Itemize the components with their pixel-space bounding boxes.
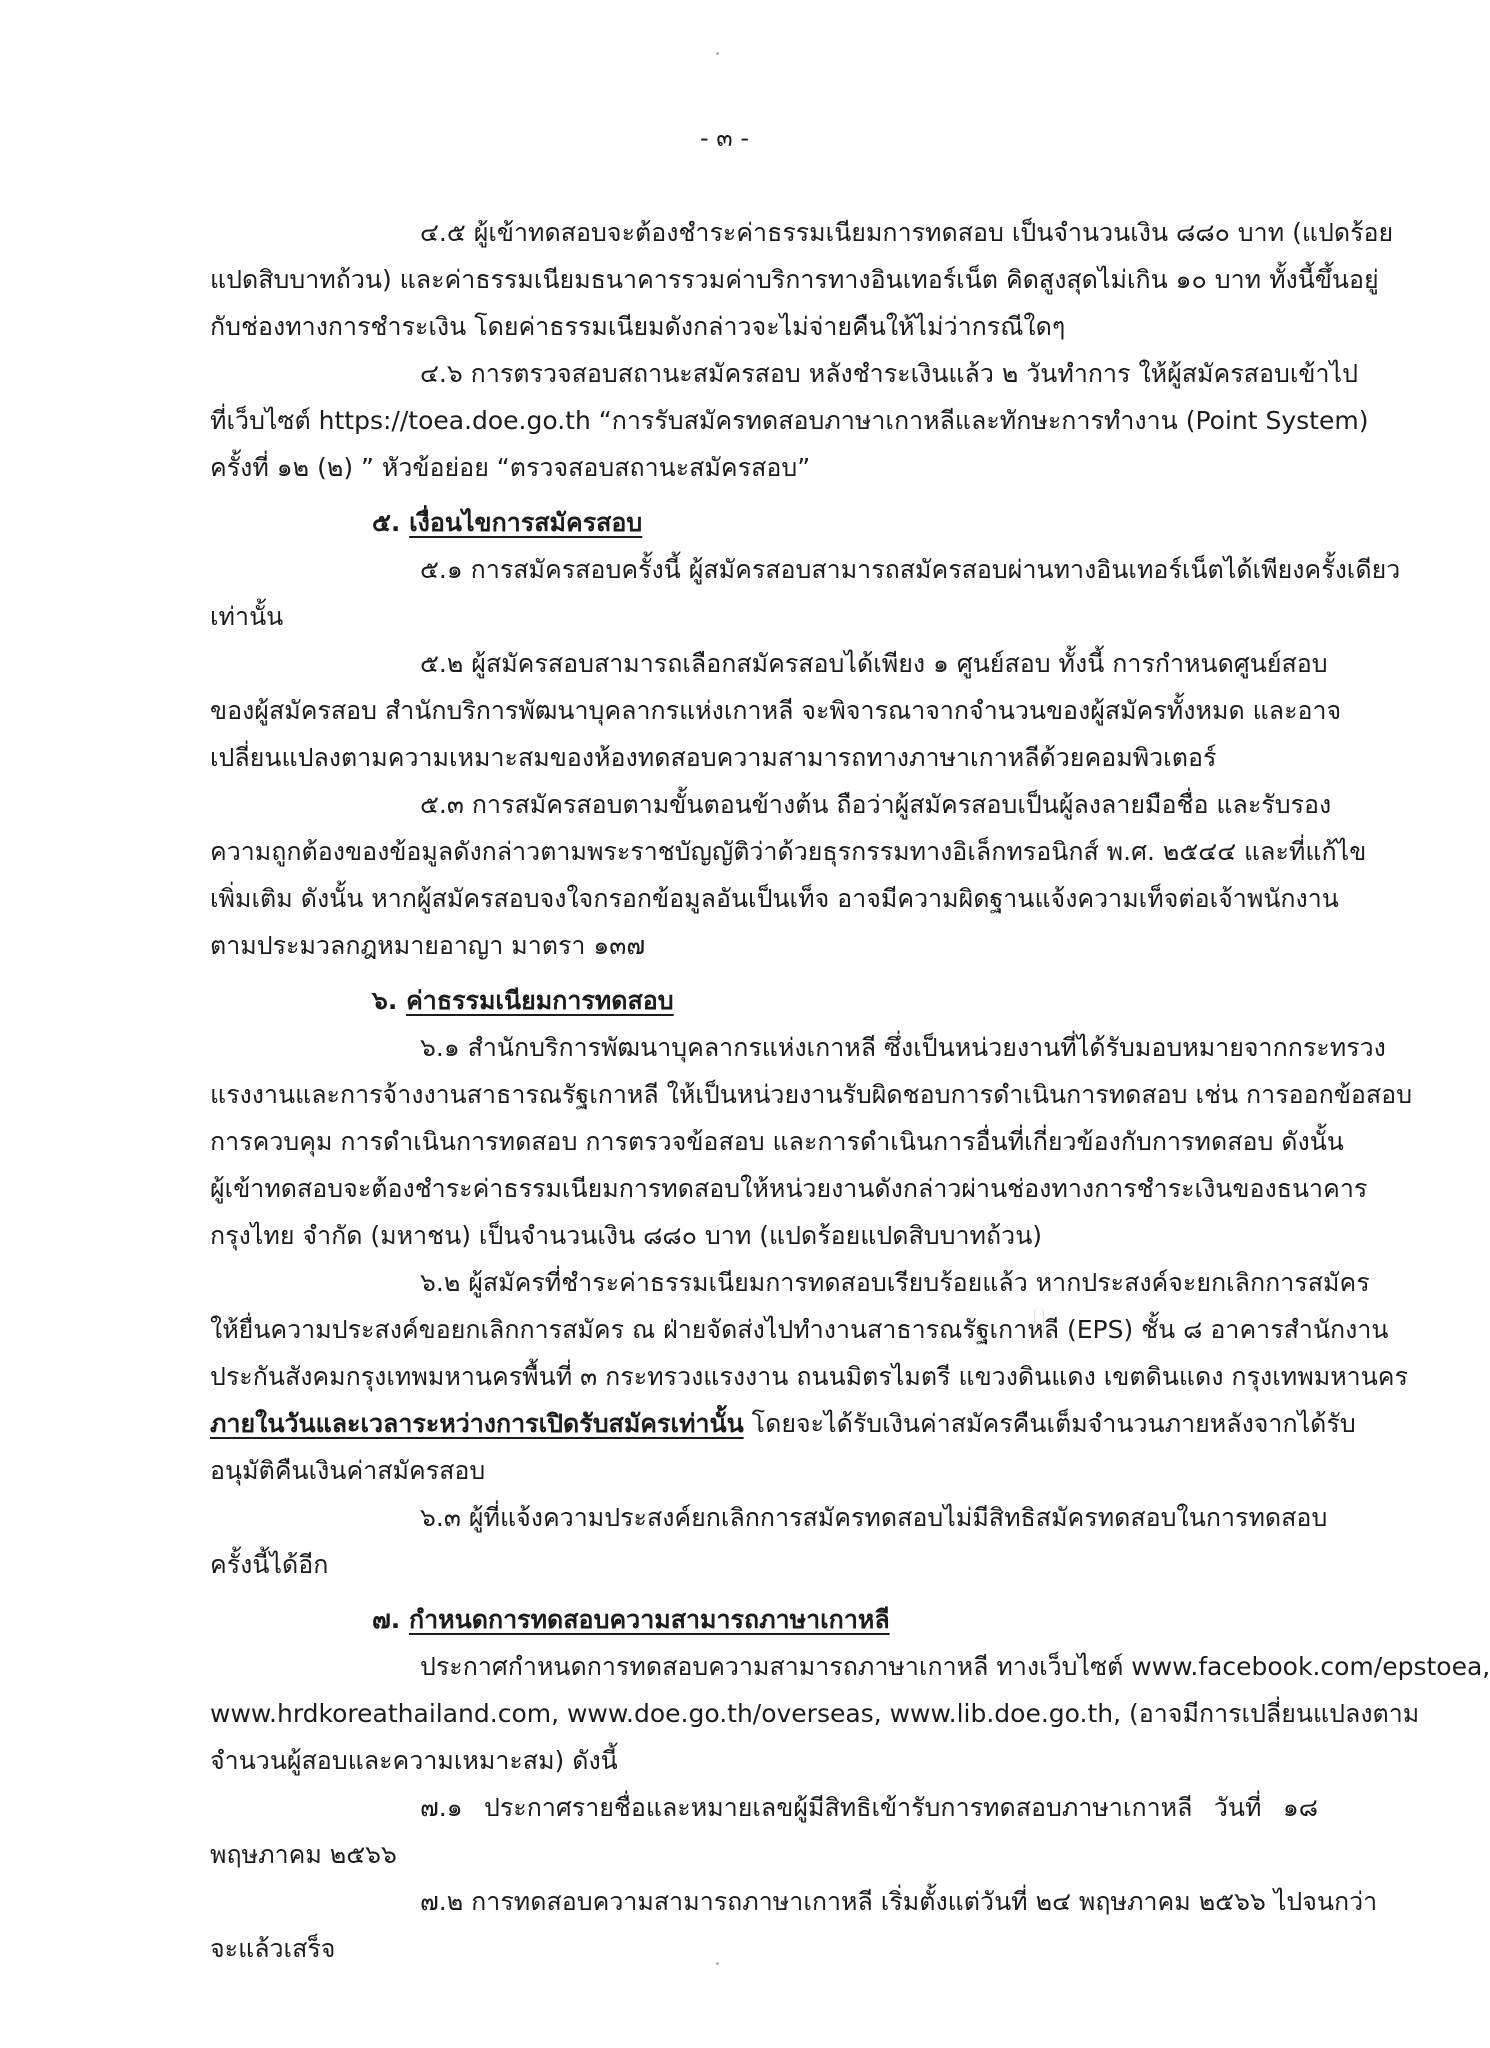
body-line: ๕.๑ การสมัครสอบครั้งนี้ ผู้สมัครสอบสามารถสมัครสอบผ่านทางอินเทอร์เน็ตได้เพียงครั้งเดียว <box>420 555 1401 584</box>
body-line: เท่านั้น <box>210 602 284 631</box>
scan-dot <box>716 52 719 55</box>
section-heading <box>372 981 1318 1021</box>
body-line: ๖.๑ สำนักบริการพัฒนาบุคลากรแห่งเกาหลี ซึ่งเป็นหน่วยงานที่ได้รับมอบหมายจากกระทรวง <box>420 1033 1386 1062</box>
section-title: เงื่อนไขการสมัครสอบ <box>409 508 643 537</box>
scan-dot <box>716 1962 719 1965</box>
body-line: ๕.๒ ผู้สมัครสอบสามารถเลือกสมัครสอบได้เพียง ๑ ศูนย์สอบ ทั้งนี้ การกำหนดศูนย์สอบ <box>420 649 1328 678</box>
body-line: พฤษภาคม ๒๕๖๖ <box>210 1840 397 1869</box>
page-number: - ๓ - <box>700 124 749 152</box>
body-line: แรงงานและการจ้างงานสาธารณรัฐเกาหลี ให้เป็นหน่วยงานรับผิดชอบการดำเนินการทดสอบ เช่น การออกข้อสอบ <box>210 1080 1413 1109</box>
section-number: ๗. <box>372 1605 409 1634</box>
body-line: ๗.๒ การทดสอบความสามารถภาษาเกาหลี เริ่มตั้งแต่วันที่ ๒๔ พฤษภาคม ๒๕๖๖ ไปจนกว่า <box>420 1887 1378 1916</box>
body-line: ให้ยื่นความประสงค์ขอยกเลิกการสมัคร ณ ฝ่ายจัดส่งไปทำงานสาธารณรัฐเกาหลี (EPS) ชั้น ๘ อาคารสำนักงาน <box>210 1315 1389 1344</box>
section-heading <box>372 503 1318 543</box>
body-line: แปดสิบบาทถ้วน) และค่าธรรมเนียมธนาคารรวมค่าบริการทางอินเทอร์เน็ต คิดสูงสุดไม่เกิน ๑๐ บาท ทั้งนี้ขึ้นอยู่ <box>210 265 1379 294</box>
section-number: ๕. <box>372 508 410 537</box>
body-line: การควบคุม การดำเนินการทดสอบ การตรวจข้อสอบ และการดำเนินการอื่นที่เกี่ยวข้องกับการทดสอบ ดังนั้น <box>210 1127 1344 1156</box>
body-text: โดยจะได้รับเงินค่าสมัครคืนเต็มจำนวนภายหลังจากได้รับ <box>743 1409 1356 1438</box>
body-line: ที่เว็บไซต์ https://toea.doe.go.th “การรับสมัครทดสอบภาษาเกาหลีและทักษะการทำงาน (Point System) <box>210 406 1369 435</box>
body-line: จะแล้วเสร็จ <box>210 1934 336 1963</box>
body-line: กรุงไทย จำกัด (มหาชน) เป็นจำนวนเงิน ๘๘๐ บาท (แปดร้อยแปดสิบบาทถ้วน) <box>210 1221 1043 1250</box>
body-line: ประกันสังคมกรุงเทพมหานครพื้นที่ ๓ กระทรวงแรงงาน ถนนมิตรไมตรี แขวงดินแดง เขตดินแดง กรุงเทพมหานคร <box>210 1362 1408 1391</box>
body-line: ความถูกต้องของข้อมูลดังกล่าวตามพระราชบัญญัติว่าด้วยธุรกรรมทางอิเล็กทรอนิกส์ พ.ศ. ๒๕๔๔ และที่แก้ไข <box>210 837 1367 866</box>
body-line: www.hrdkoreathailand.com, www.doe.go.th/overseas, www.lib.doe.go.th, (อาจมีการเปลี่ยนแปลงตาม <box>210 1699 1420 1728</box>
body-line: เปลี่ยนแปลงตามความเหมาะสมของห้องทดสอบความสามารถทางภาษาเกาหลีด้วยคอมพิวเตอร์ <box>210 743 1217 772</box>
body-line: ๔.๕ ผู้เข้าทดสอบจะต้องชำระค่าธรรมเนียมการทดสอบ เป็นจำนวนเงิน ๘๘๐ บาท (แปดร้อย <box>420 218 1394 247</box>
body-line: จำนวนผู้สอบและความเหมาะสม) ดังนี้ <box>210 1746 618 1775</box>
scan-artifact <box>1034 1308 1044 1338</box>
body-line: ครั้งที่ ๑๒ (๒) ” หัวข้อย่อย “ตรวจสอบสถานะสมัครสอบ” <box>210 453 811 482</box>
body-line: ๔.๖ การตรวจสอบสถานะสมัครสอบ หลังชำระเงินแล้ว ๒ วันทำการ ให้ผู้สมัครสอบเข้าไป <box>420 359 1358 388</box>
emphasis-text: ภายในวันและเวลาระหว่างการเปิดรับสมัครเท่านั้น <box>210 1409 744 1438</box>
body-line: ประกาศกำหนดการทดสอบความสามารถภาษาเกาหลี ทางเว็บไซต์ www.facebook.com/epstoea, <box>420 1652 1490 1681</box>
body-line: ๖.๓ ผู้ที่แจ้งความประสงค์ยกเลิกการสมัครทดสอบไม่มีสิทธิสมัครทดสอบในการทดสอบ <box>420 1503 1328 1532</box>
body-line: ของผู้สมัครสอบ สำนักบริการพัฒนาบุคลากรแห่งเกาหลี จะพิจารณาจากจำนวนของผู้สมัครทั้งหมด และอาจ <box>210 696 1342 725</box>
section-title: ค่าธรรมเนียมการทดสอบ <box>406 986 674 1015</box>
section-title: กำหนดการทดสอบความสามารถภาษาเกาหลี <box>409 1605 890 1634</box>
body-line: ๕.๓ การสมัครสอบตามขั้นตอนข้างต้น ถือว่าผู้สมัครสอบเป็นผู้ลงลายมือชื่อ และรับรอง <box>420 790 1332 819</box>
body-line: อนุมัติคืนเงินค่าสมัครสอบ <box>210 1456 486 1485</box>
body-line <box>210 1404 1356 1444</box>
body-line: ครั้งนี้ได้อีก <box>210 1550 329 1579</box>
body-line: กับช่องทางการชำระเงิน โดยค่าธรรมเนียมดังกล่าวจะไม่จ่ายคืนให้ไม่ว่ากรณีใดๆ <box>210 312 1066 341</box>
section-number: ๖. <box>372 986 407 1015</box>
body-line: เพิ่มเติม ดังนั้น หากผู้สมัครสอบจงใจกรอกข้อมูลอันเป็นเท็จ อาจมีความผิดฐานแจ้งความเท็จต่อเจ้าพนักงาน <box>210 884 1339 913</box>
section-heading <box>372 1600 1318 1640</box>
body-line: ๖.๒ ผู้สมัครที่ชำระค่าธรรมเนียมการทดสอบเรียบร้อยแล้ว หากประสงค์จะยกเลิกการสมัคร <box>420 1268 1370 1297</box>
body-line: ผู้เข้าทดสอบจะต้องชำระค่าธรรมเนียมการทดสอบให้หน่วยงานดังกล่าวผ่านช่องทางการชำระเงินของธนาคาร <box>210 1174 1368 1203</box>
body-line: ๗.๑ ประกาศรายชื่อและหมายเลขผู้มีสิทธิเข้ารับการทดสอบภาษาเกาหลี วันที่ ๑๘ <box>420 1793 1318 1822</box>
body-line: ตามประมวลกฎหมายอาญา มาตรา ๑๓๗ <box>210 931 646 960</box>
